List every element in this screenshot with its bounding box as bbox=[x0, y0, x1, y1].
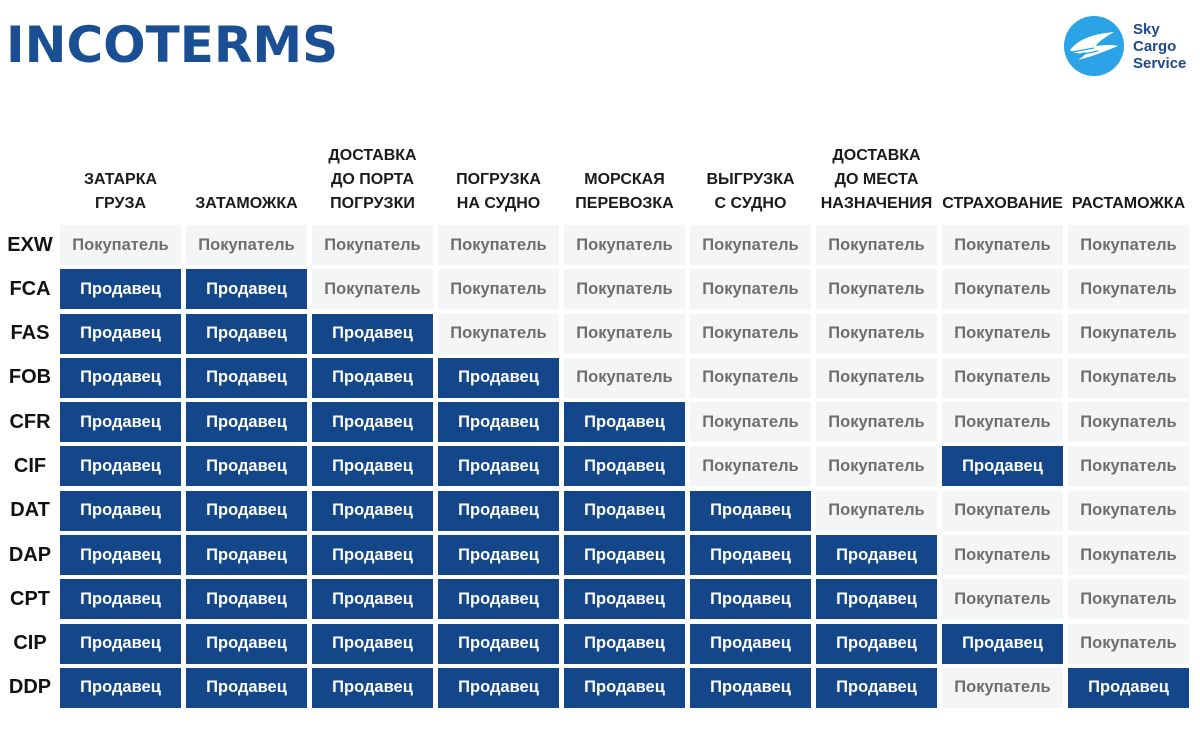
seller-cell: Продавец bbox=[816, 579, 937, 619]
buyer-cell: Покупатель bbox=[564, 358, 685, 398]
seller-cell: Продавец bbox=[942, 446, 1063, 486]
buyer-cell: Покупатель bbox=[816, 358, 937, 398]
brand-line: Sky bbox=[1133, 20, 1160, 38]
table-row bbox=[0, 314, 1189, 354]
seller-cell: Продавец bbox=[564, 491, 685, 531]
page-title: INCOTERMS bbox=[6, 16, 339, 74]
buyer-cell: Покупатель bbox=[816, 225, 937, 265]
buyer-cell: Покупатель bbox=[942, 668, 1063, 708]
seller-cell: Продавец bbox=[438, 535, 559, 575]
buyer-cell: Покупатель bbox=[564, 269, 685, 309]
column-headers bbox=[60, 136, 1189, 220]
seller-cell: Продавец bbox=[690, 668, 811, 708]
buyer-cell: Покупатель bbox=[312, 225, 433, 265]
seller-cell: Продавец bbox=[564, 579, 685, 619]
seller-cell: Продавец bbox=[438, 624, 559, 664]
seller-cell: Продавец bbox=[438, 402, 559, 442]
buyer-cell: Покупатель bbox=[942, 579, 1063, 619]
buyer-cell: Покупатель bbox=[1068, 402, 1189, 442]
buyer-cell: Покупатель bbox=[1068, 579, 1189, 619]
seller-cell: Продавец bbox=[186, 446, 307, 486]
column-header: ЗАТАМОЖКА bbox=[195, 195, 298, 212]
buyer-cell: Покупатель bbox=[564, 314, 685, 354]
buyer-cell: Покупатель bbox=[942, 358, 1063, 398]
seller-cell: Продавец bbox=[564, 402, 685, 442]
eagle-logo-icon bbox=[1064, 16, 1124, 76]
buyer-cell: Покупатель bbox=[1068, 269, 1189, 309]
table-row bbox=[0, 579, 1189, 619]
seller-cell: Продавец bbox=[186, 535, 307, 575]
seller-cell: Продавец bbox=[564, 668, 685, 708]
buyer-cell: Покупатель bbox=[690, 358, 811, 398]
seller-cell: Продавец bbox=[1068, 668, 1189, 708]
seller-cell: Продавец bbox=[186, 668, 307, 708]
buyer-cell: Покупатель bbox=[690, 402, 811, 442]
brand-name bbox=[1133, 21, 1186, 72]
seller-cell: Продавец bbox=[564, 535, 685, 575]
table-row bbox=[0, 402, 1189, 442]
seller-cell: Продавец bbox=[312, 668, 433, 708]
seller-cell: Продавец bbox=[186, 358, 307, 398]
seller-cell: Продавец bbox=[438, 446, 559, 486]
seller-cell: Продавец bbox=[60, 358, 181, 398]
table-row bbox=[0, 225, 1189, 265]
seller-cell: Продавец bbox=[312, 314, 433, 354]
incoterm-label: FOB bbox=[8, 366, 52, 389]
column-header: ДОСТАВКА ДО МЕСТА НАЗНАЧЕНИЯ bbox=[820, 147, 933, 212]
column-header: СТРАХОВАНИЕ bbox=[942, 195, 1063, 212]
column-header: ВЫГРУЗКА С СУДНО bbox=[706, 171, 795, 212]
seller-cell: Продавец bbox=[60, 535, 181, 575]
seller-cell: Продавец bbox=[312, 446, 433, 486]
brand-logo bbox=[1064, 16, 1186, 76]
row-cells bbox=[60, 225, 1189, 265]
seller-cell: Продавец bbox=[942, 624, 1063, 664]
buyer-cell: Покупатель bbox=[942, 314, 1063, 354]
buyer-cell: Покупатель bbox=[816, 446, 937, 486]
seller-cell: Продавец bbox=[816, 535, 937, 575]
table-row bbox=[0, 269, 1189, 309]
incoterms-table bbox=[0, 225, 1189, 712]
table-row bbox=[0, 358, 1189, 398]
incoterm-label: CPT bbox=[10, 587, 50, 610]
buyer-cell: Покупатель bbox=[312, 269, 433, 309]
buyer-cell: Покупатель bbox=[942, 491, 1063, 531]
buyer-cell: Покупатель bbox=[690, 269, 811, 309]
seller-cell: Продавец bbox=[186, 269, 307, 309]
incoterm-label: FAS bbox=[10, 322, 50, 345]
incoterm-label: CIF bbox=[13, 454, 47, 477]
seller-cell: Продавец bbox=[312, 624, 433, 664]
table-row bbox=[0, 446, 1189, 486]
table-row bbox=[0, 491, 1189, 531]
table-row bbox=[0, 668, 1189, 708]
seller-cell: Продавец bbox=[60, 668, 181, 708]
buyer-cell: Покупатель bbox=[438, 225, 559, 265]
buyer-cell: Покупатель bbox=[690, 446, 811, 486]
seller-cell: Продавец bbox=[60, 269, 181, 309]
column-header: МОРСКАЯ ПЕРЕВОЗКА bbox=[575, 171, 674, 212]
incoterm-label: FCA bbox=[9, 277, 51, 300]
seller-cell: Продавец bbox=[186, 314, 307, 354]
column-header: ЗАТАРКА ГРУЗА bbox=[83, 171, 158, 212]
buyer-cell: Покупатель bbox=[1068, 358, 1189, 398]
seller-cell: Продавец bbox=[438, 579, 559, 619]
seller-cell: Продавец bbox=[186, 579, 307, 619]
buyer-cell: Покупатель bbox=[1068, 314, 1189, 354]
row-cells bbox=[60, 314, 1189, 354]
row-cells bbox=[60, 358, 1189, 398]
row-cells bbox=[60, 624, 1189, 664]
row-cells bbox=[60, 446, 1189, 486]
seller-cell: Продавец bbox=[438, 668, 559, 708]
buyer-cell: Покупатель bbox=[942, 269, 1063, 309]
column-header: ДОСТАВКА ДО ПОРТА ПОГРУЗКИ bbox=[328, 147, 417, 212]
column-header: РАСТАМОЖКА bbox=[1071, 195, 1186, 212]
seller-cell: Продавец bbox=[312, 535, 433, 575]
buyer-cell: Покупатель bbox=[816, 491, 937, 531]
buyer-cell: Покупатель bbox=[1068, 446, 1189, 486]
seller-cell: Продавец bbox=[690, 579, 811, 619]
seller-cell: Продавец bbox=[60, 579, 181, 619]
seller-cell: Продавец bbox=[312, 491, 433, 531]
buyer-cell: Покупатель bbox=[690, 225, 811, 265]
row-cells bbox=[60, 668, 1189, 708]
buyer-cell: Покупатель bbox=[942, 402, 1063, 442]
table-row bbox=[0, 624, 1189, 664]
buyer-cell: Покупатель bbox=[942, 535, 1063, 575]
buyer-cell: Покупатель bbox=[816, 269, 937, 309]
seller-cell: Продавец bbox=[564, 624, 685, 664]
seller-cell: Продавец bbox=[186, 402, 307, 442]
buyer-cell: Покупатель bbox=[816, 314, 937, 354]
seller-cell: Продавец bbox=[438, 491, 559, 531]
column-header: ПОГРУЗКА НА СУДНО bbox=[456, 171, 541, 212]
seller-cell: Продавец bbox=[186, 624, 307, 664]
row-cells bbox=[60, 579, 1189, 619]
incoterm-label: CFR bbox=[9, 410, 51, 433]
buyer-cell: Покупатель bbox=[564, 225, 685, 265]
row-cells bbox=[60, 535, 1189, 575]
seller-cell: Продавец bbox=[60, 402, 181, 442]
brand-line: Service bbox=[1133, 54, 1187, 72]
incoterm-label: DAT bbox=[10, 499, 50, 522]
seller-cell: Продавец bbox=[60, 624, 181, 664]
buyer-cell: Покупатель bbox=[1068, 624, 1189, 664]
seller-cell: Продавец bbox=[816, 668, 937, 708]
buyer-cell: Покупатель bbox=[438, 269, 559, 309]
seller-cell: Продавец bbox=[564, 446, 685, 486]
buyer-cell: Покупатель bbox=[438, 314, 559, 354]
incoterm-label: DDP bbox=[8, 676, 52, 699]
row-cells bbox=[60, 402, 1189, 442]
seller-cell: Продавец bbox=[690, 535, 811, 575]
incoterm-label: CIP bbox=[13, 632, 47, 655]
buyer-cell: Покупатель bbox=[942, 225, 1063, 265]
seller-cell: Продавец bbox=[816, 624, 937, 664]
seller-cell: Продавец bbox=[312, 358, 433, 398]
buyer-cell: Покупатель bbox=[1068, 225, 1189, 265]
buyer-cell: Покупатель bbox=[1068, 535, 1189, 575]
incoterm-label: EXW bbox=[7, 233, 53, 256]
seller-cell: Продавец bbox=[312, 402, 433, 442]
row-cells bbox=[60, 491, 1189, 531]
seller-cell: Продавец bbox=[60, 446, 181, 486]
row-cells bbox=[60, 269, 1189, 309]
seller-cell: Продавец bbox=[690, 624, 811, 664]
incoterm-label: DAP bbox=[8, 543, 52, 566]
seller-cell: Продавец bbox=[690, 491, 811, 531]
buyer-cell: Покупатель bbox=[1068, 491, 1189, 531]
table-row bbox=[0, 535, 1189, 575]
seller-cell: Продавец bbox=[186, 491, 307, 531]
seller-cell: Продавец bbox=[60, 314, 181, 354]
buyer-cell: Покупатель bbox=[186, 225, 307, 265]
seller-cell: Продавец bbox=[312, 579, 433, 619]
seller-cell: Продавец bbox=[60, 491, 181, 531]
seller-cell: Продавец bbox=[438, 358, 559, 398]
buyer-cell: Покупатель bbox=[690, 314, 811, 354]
brand-line: Cargo bbox=[1133, 37, 1177, 55]
buyer-cell: Покупатель bbox=[816, 402, 937, 442]
buyer-cell: Покупатель bbox=[60, 225, 181, 265]
